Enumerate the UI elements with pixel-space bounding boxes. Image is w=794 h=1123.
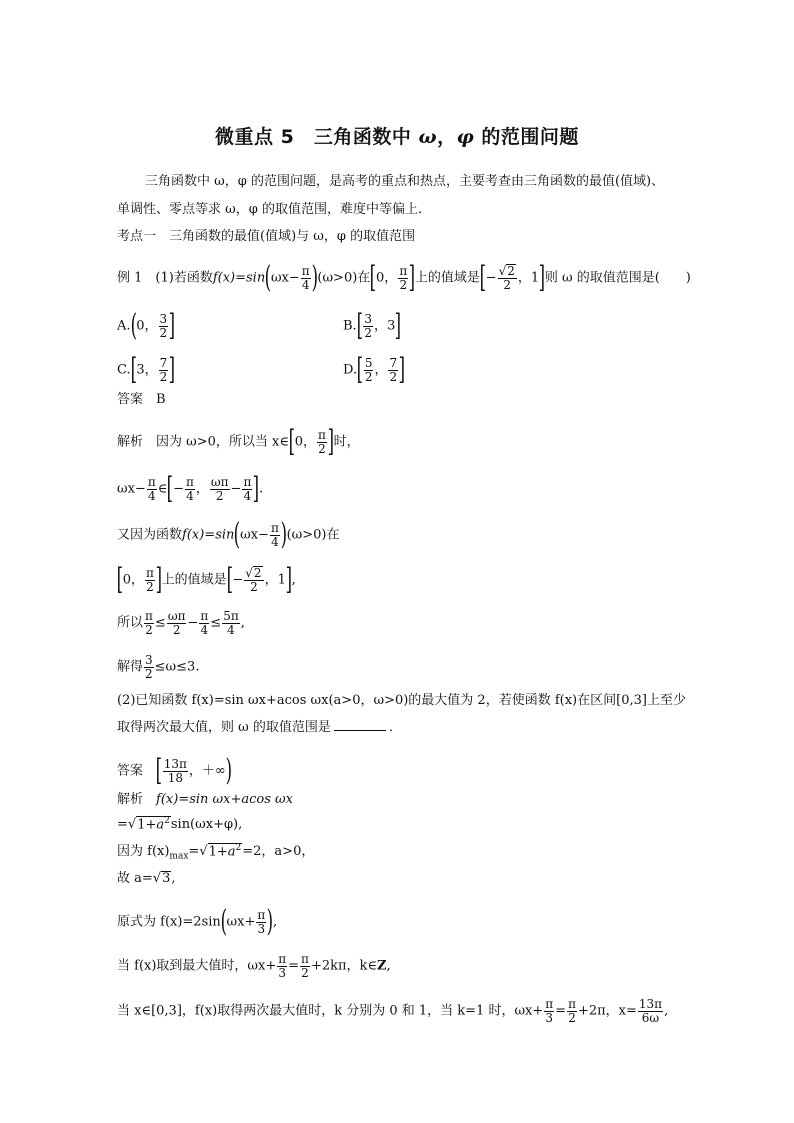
- intro-paragraph: 三角函数中 ω，φ 的范围问题，是高考的重点和热点，主要考查由三角函数的最值(值域)、单调性、零点等求 ω，φ 的取值范围，难度中等偏上．: [117, 174, 665, 217]
- title-prefix: 微重点 5 三角函数中: [215, 126, 419, 148]
- fraction: $\frac{√2}{2}$: [498, 264, 515, 293]
- answer-value: B: [156, 392, 166, 407]
- example1-question: 例 1 (1)若函数f(x)=sin(ωx− $\frac{\pi}{4}$ )(ω>0)在[0， $\frac{\pi}{2}$ ]上的值域是[− $\frac{√2}{2}$ ，1]则 ω 的取值范围是( ): [117, 260, 691, 295]
- analysis1-line4: [0， $\frac{\pi}{2}$ ]上的值域是[− $\frac{√2}{2}$ ，1],: [116, 562, 296, 597]
- section-heading: 考点一 三角函数的最值(值域)与 ω，φ 的取值范围: [117, 229, 416, 244]
- title-suffix: 的范围问题: [474, 126, 579, 148]
- analysis2-line2: $=√1+a^2\sin(\omega x+\varphi)$,: [117, 815, 243, 832]
- fraction: $\frac{\pi}{2}$: [399, 263, 408, 292]
- option-a[interactable]: A.(0， $\frac{3}{2}$ ]: [117, 308, 176, 343]
- option-c[interactable]: C.[3， $\frac{7}{2}$ ]: [117, 352, 176, 387]
- analysis2-line1: 解析 f(x)=sin ωx+acos ωx: [117, 792, 293, 807]
- part2-line2: 取得两次最大值，则 ω 的取值范围是 ．: [117, 720, 402, 735]
- example1-cond: (ω>0)在: [317, 270, 371, 286]
- answer-blank[interactable]: [334, 730, 386, 731]
- answer2: 答案 [ $\frac{13\pi}{18}$ ，＋∞): [117, 753, 232, 788]
- analysis2-line3: 因为 $f(x)_{max}=√1+a^2=2$，a>0，: [117, 842, 315, 862]
- analysis2-line4: 故 a=√3,: [117, 871, 176, 886]
- answer1: [117, 390, 166, 410]
- title-phi: φ: [456, 126, 475, 148]
- answer-label: 答案: [117, 392, 144, 407]
- title-omega: ω: [418, 126, 438, 148]
- analysis1-line5: 所以 $\frac{\pi}{2}$ ≤ $\frac{\omega\pi}{2}$ − $\frac{\pi}{4}$ ≤ $\frac{5\pi}{4}$ ,: [117, 609, 245, 637]
- analysis2-line7: 当 x∈[0,3]，f(x)取得两次最大值时，k 分别为 0 和 1，当 k=1 时，ωx+ $\frac{\pi}{3}$ = $\frac{\pi}{2}$ +2π，x= $\frac{13\pi}{6\omega}$ ,: [117, 997, 669, 1025]
- analysis2-line6: 当 f(x)取到最大值时，ωx+ $\frac{\pi}{3}$ = $\frac{\pi}{2}$ +2kπ，k∈Z,: [117, 952, 391, 980]
- page-title: [0, 122, 794, 149]
- analysis1-line2: ωx− $\frac{\pi}{4}$ ∈[− $\frac{\pi}{4}$ ， $\frac{\omega\pi}{2}$ − $\frac{\pi}{4}$ ].: [117, 471, 264, 506]
- analysis1-line6: 解得 $\frac{3}{2}$ ≤ω≤3.: [117, 653, 200, 681]
- analysis2-line5: 原式为 f(x)=2sin(ωx+ $\frac{\pi}{3}$ ),: [117, 904, 278, 939]
- fraction: $\frac{\pi}{4}$: [301, 263, 310, 292]
- title-comma: ，: [437, 126, 457, 148]
- analysis1-line3: 又因为函数f(x)=sin(ωx− $\frac{\pi}{4}$ )(ω>0)在: [117, 517, 340, 552]
- example1-func: f(x)=sin: [212, 270, 266, 286]
- option-b[interactable]: B.[ $\frac{3}{2}$ ，3]: [343, 308, 402, 343]
- analysis1-line1: 解析 因为 ω>0，所以当 x∈[0， $\frac{\pi}{2}$ ]时，: [117, 424, 360, 459]
- part2-line1: (2)已知函数 f(x)=sin ωx+acos ωx(a>0，ω>0)的最大值为 2，若使函数 f(x)在区间[0,3]上至少: [117, 693, 686, 708]
- example1-end: 则 ω 的取值范围是( ): [544, 270, 691, 286]
- example1-mid: 上的值域是: [414, 270, 480, 286]
- example1-label: 例 1 (1)若函数: [117, 270, 213, 286]
- option-d[interactable]: D.[ $\frac{5}{2}$ ， $\frac{7}{2}$ ]: [343, 352, 406, 387]
